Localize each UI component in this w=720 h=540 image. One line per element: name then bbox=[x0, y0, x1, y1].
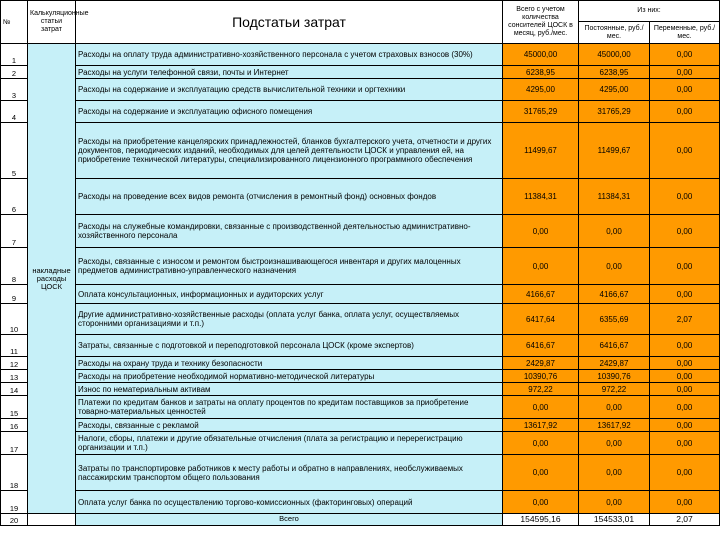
row-number: 18 bbox=[1, 455, 28, 491]
value-total: 10390,76 bbox=[503, 370, 579, 383]
table-row bbox=[1, 304, 720, 335]
table-row bbox=[1, 285, 720, 304]
table-row bbox=[1, 455, 720, 491]
value-total: 2429,87 bbox=[503, 357, 579, 370]
value-constant: 4166,67 bbox=[579, 285, 650, 304]
value-variable: 0,00 bbox=[650, 66, 720, 79]
total-variable: 2,07 bbox=[650, 514, 720, 526]
value-total: 0,00 bbox=[503, 215, 579, 248]
total-row-number: 20 bbox=[1, 514, 28, 526]
cost-description: Износ по нематериальным активам bbox=[76, 383, 503, 396]
value-constant: 4295,00 bbox=[579, 79, 650, 101]
cost-description: Расходы на содержание и эксплуатацию офисного помещения bbox=[76, 101, 503, 123]
row-number: 7 bbox=[1, 215, 28, 248]
cost-description: Расходы на содержание и эксплуатацию средств вычислительной техники и оргтехники bbox=[76, 79, 503, 101]
header-group: Из них: bbox=[579, 1, 720, 22]
value-total: 972,22 bbox=[503, 383, 579, 396]
cost-description: Оплата консультационных, информационных и аудиторских услуг bbox=[76, 285, 503, 304]
value-constant: 0,00 bbox=[579, 215, 650, 248]
cost-description: Налоги, сборы, платежи и другие обязательные отчисления (плата за регистрацию и перерегистрацию организации и т.п.) bbox=[76, 432, 503, 455]
total-constant: 154533,01 bbox=[579, 514, 650, 526]
value-total: 11499,67 bbox=[503, 123, 579, 179]
cost-description: Оплата услуг банка по осуществлению торгово-комиссионных (факторинговых) операций bbox=[76, 491, 503, 514]
value-constant: 31765,29 bbox=[579, 101, 650, 123]
value-total: 6417,64 bbox=[503, 304, 579, 335]
cost-description: Расходы на оплату труда административно-хозяйственного персонала с учетом страховых взносов (30%) bbox=[76, 44, 503, 66]
row-number: 15 bbox=[1, 396, 28, 419]
value-variable: 0,00 bbox=[650, 179, 720, 215]
header-number: № bbox=[1, 1, 28, 44]
value-variable: 0,00 bbox=[650, 335, 720, 357]
value-constant: 0,00 bbox=[579, 491, 650, 514]
table-row bbox=[1, 101, 720, 123]
row-number: 1 bbox=[1, 44, 28, 66]
value-total: 6238,95 bbox=[503, 66, 579, 79]
value-variable: 0,00 bbox=[650, 79, 720, 101]
row-number: 9 bbox=[1, 285, 28, 304]
value-total: 0,00 bbox=[503, 432, 579, 455]
cost-description: Затраты, связанные с подготовкой и переподготовкой персонала ЦОСК (кроме экспертов) bbox=[76, 335, 503, 357]
value-variable: 0,00 bbox=[650, 455, 720, 491]
row-number: 12 bbox=[1, 357, 28, 370]
cost-description: Расходы, связанные с износом и ремонтом быстроизнашивающегося инвентаря и других малоценных предметов административно-управленческого назначения bbox=[76, 248, 503, 285]
table-row bbox=[1, 179, 720, 215]
row-number: 16 bbox=[1, 419, 28, 432]
value-total: 4166,67 bbox=[503, 285, 579, 304]
row-number: 2 bbox=[1, 66, 28, 79]
total-row-category bbox=[28, 514, 76, 526]
table-row bbox=[1, 396, 720, 419]
value-constant: 0,00 bbox=[579, 248, 650, 285]
header-row-1 bbox=[1, 1, 720, 22]
total-row bbox=[1, 514, 720, 526]
row-number: 17 bbox=[1, 432, 28, 455]
value-constant: 972,22 bbox=[579, 383, 650, 396]
table-row bbox=[1, 44, 720, 66]
row-number: 3 bbox=[1, 79, 28, 101]
table-row bbox=[1, 215, 720, 248]
cost-description: Расходы на служебные командировки, связанные с производственной деятельностью административно-хозяйственного персонала bbox=[76, 215, 503, 248]
value-constant: 0,00 bbox=[579, 432, 650, 455]
row-number: 10 bbox=[1, 304, 28, 335]
cost-description: Расходы на приобретение необходимой нормативно-методической литературы bbox=[76, 370, 503, 383]
value-variable: 0,00 bbox=[650, 432, 720, 455]
table-row bbox=[1, 419, 720, 432]
category-label: накладные расходы ЦОСК bbox=[28, 44, 76, 514]
row-number: 8 bbox=[1, 248, 28, 285]
value-total: 0,00 bbox=[503, 491, 579, 514]
total-label: Всего bbox=[76, 514, 503, 526]
value-variable: 0,00 bbox=[650, 123, 720, 179]
value-total: 45000,00 bbox=[503, 44, 579, 66]
cost-description: Затраты по транспортировке работников к месту работы и обратно в направлениях, необслуживаемых пассажирским транспортом общего пользования bbox=[76, 455, 503, 491]
total-value: 154595,16 bbox=[503, 514, 579, 526]
value-variable: 0,00 bbox=[650, 383, 720, 396]
value-variable: 0,00 bbox=[650, 396, 720, 419]
header-variable: Переменные, руб./мес. bbox=[650, 22, 720, 44]
table-row bbox=[1, 491, 720, 514]
value-variable: 0,00 bbox=[650, 370, 720, 383]
table-row bbox=[1, 248, 720, 285]
value-total: 6416,67 bbox=[503, 335, 579, 357]
value-total: 0,00 bbox=[503, 455, 579, 491]
row-number: 14 bbox=[1, 383, 28, 396]
value-constant: 45000,00 bbox=[579, 44, 650, 66]
value-variable: 0,00 bbox=[650, 357, 720, 370]
value-total: 0,00 bbox=[503, 248, 579, 285]
table-row bbox=[1, 432, 720, 455]
value-total: 0,00 bbox=[503, 396, 579, 419]
table-row bbox=[1, 383, 720, 396]
cost-description: Расходы на проведение всех видов ремонта (отчисления в ремонтный фонд) основных фондов bbox=[76, 179, 503, 215]
table-row bbox=[1, 335, 720, 357]
table-row bbox=[1, 370, 720, 383]
value-total: 31765,29 bbox=[503, 101, 579, 123]
row-number: 5 bbox=[1, 123, 28, 179]
header-total: Всего с учетом количества сонсителей ЦОСК в месяц, руб./мес. bbox=[503, 1, 579, 44]
value-total: 13617,92 bbox=[503, 419, 579, 432]
value-constant: 11384,31 bbox=[579, 179, 650, 215]
value-variable: 0,00 bbox=[650, 248, 720, 285]
value-total: 4295,00 bbox=[503, 79, 579, 101]
table-row bbox=[1, 123, 720, 179]
value-variable: 0,00 bbox=[650, 285, 720, 304]
row-number: 4 bbox=[1, 101, 28, 123]
value-variable: 0,00 bbox=[650, 215, 720, 248]
row-number: 19 bbox=[1, 491, 28, 514]
cost-description: Расходы на приобретение канцелярских принадлежностей, бланков бухгалтерского учета, отчетности и других документов, периодических изданий, необходимых для целей деятельности ЦОСК и управления ей, на приобретение технической литературы, специализированного лицензионного программного обеспечения bbox=[76, 123, 503, 179]
cost-description: Другие административно-хозяйственные расходы (оплата услуг банка, оплата услуг, осуществляемых сторонними организациями и т.п.) bbox=[76, 304, 503, 335]
row-number: 11 bbox=[1, 335, 28, 357]
cost-description: Расходы на охрану труда и технику безопасности bbox=[76, 357, 503, 370]
value-constant: 0,00 bbox=[579, 455, 650, 491]
value-constant: 13617,92 bbox=[579, 419, 650, 432]
value-constant: 6416,67 bbox=[579, 335, 650, 357]
row-number: 13 bbox=[1, 370, 28, 383]
table-row bbox=[1, 357, 720, 370]
value-variable: 0,00 bbox=[650, 101, 720, 123]
cost-description: Расходы, связанные с рекламой bbox=[76, 419, 503, 432]
table-row bbox=[1, 66, 720, 79]
value-constant: 6238,95 bbox=[579, 66, 650, 79]
value-constant: 10390,76 bbox=[579, 370, 650, 383]
value-constant: 0,00 bbox=[579, 396, 650, 419]
value-constant: 6355,69 bbox=[579, 304, 650, 335]
header-category: Калькуляционные статьи затрат bbox=[28, 1, 76, 44]
row-number: 6 bbox=[1, 179, 28, 215]
cost-description: Расходы на услуги телефонной связи, почты и Интернет bbox=[76, 66, 503, 79]
cost-description: Платежи по кредитам банков и затраты на оплату процентов по кредитам поставщиков за приобретение товарно-материальных ценностей bbox=[76, 396, 503, 419]
value-total: 11384,31 bbox=[503, 179, 579, 215]
value-constant: 11499,67 bbox=[579, 123, 650, 179]
header-constant: Постоянные, руб./мес. bbox=[579, 22, 650, 44]
value-constant: 2429,87 bbox=[579, 357, 650, 370]
value-variable: 0,00 bbox=[650, 491, 720, 514]
value-variable: 2,07 bbox=[650, 304, 720, 335]
value-variable: 0,00 bbox=[650, 419, 720, 432]
value-variable: 0,00 bbox=[650, 44, 720, 66]
page-title: Подстатьи затрат bbox=[76, 1, 503, 44]
table-row bbox=[1, 79, 720, 101]
